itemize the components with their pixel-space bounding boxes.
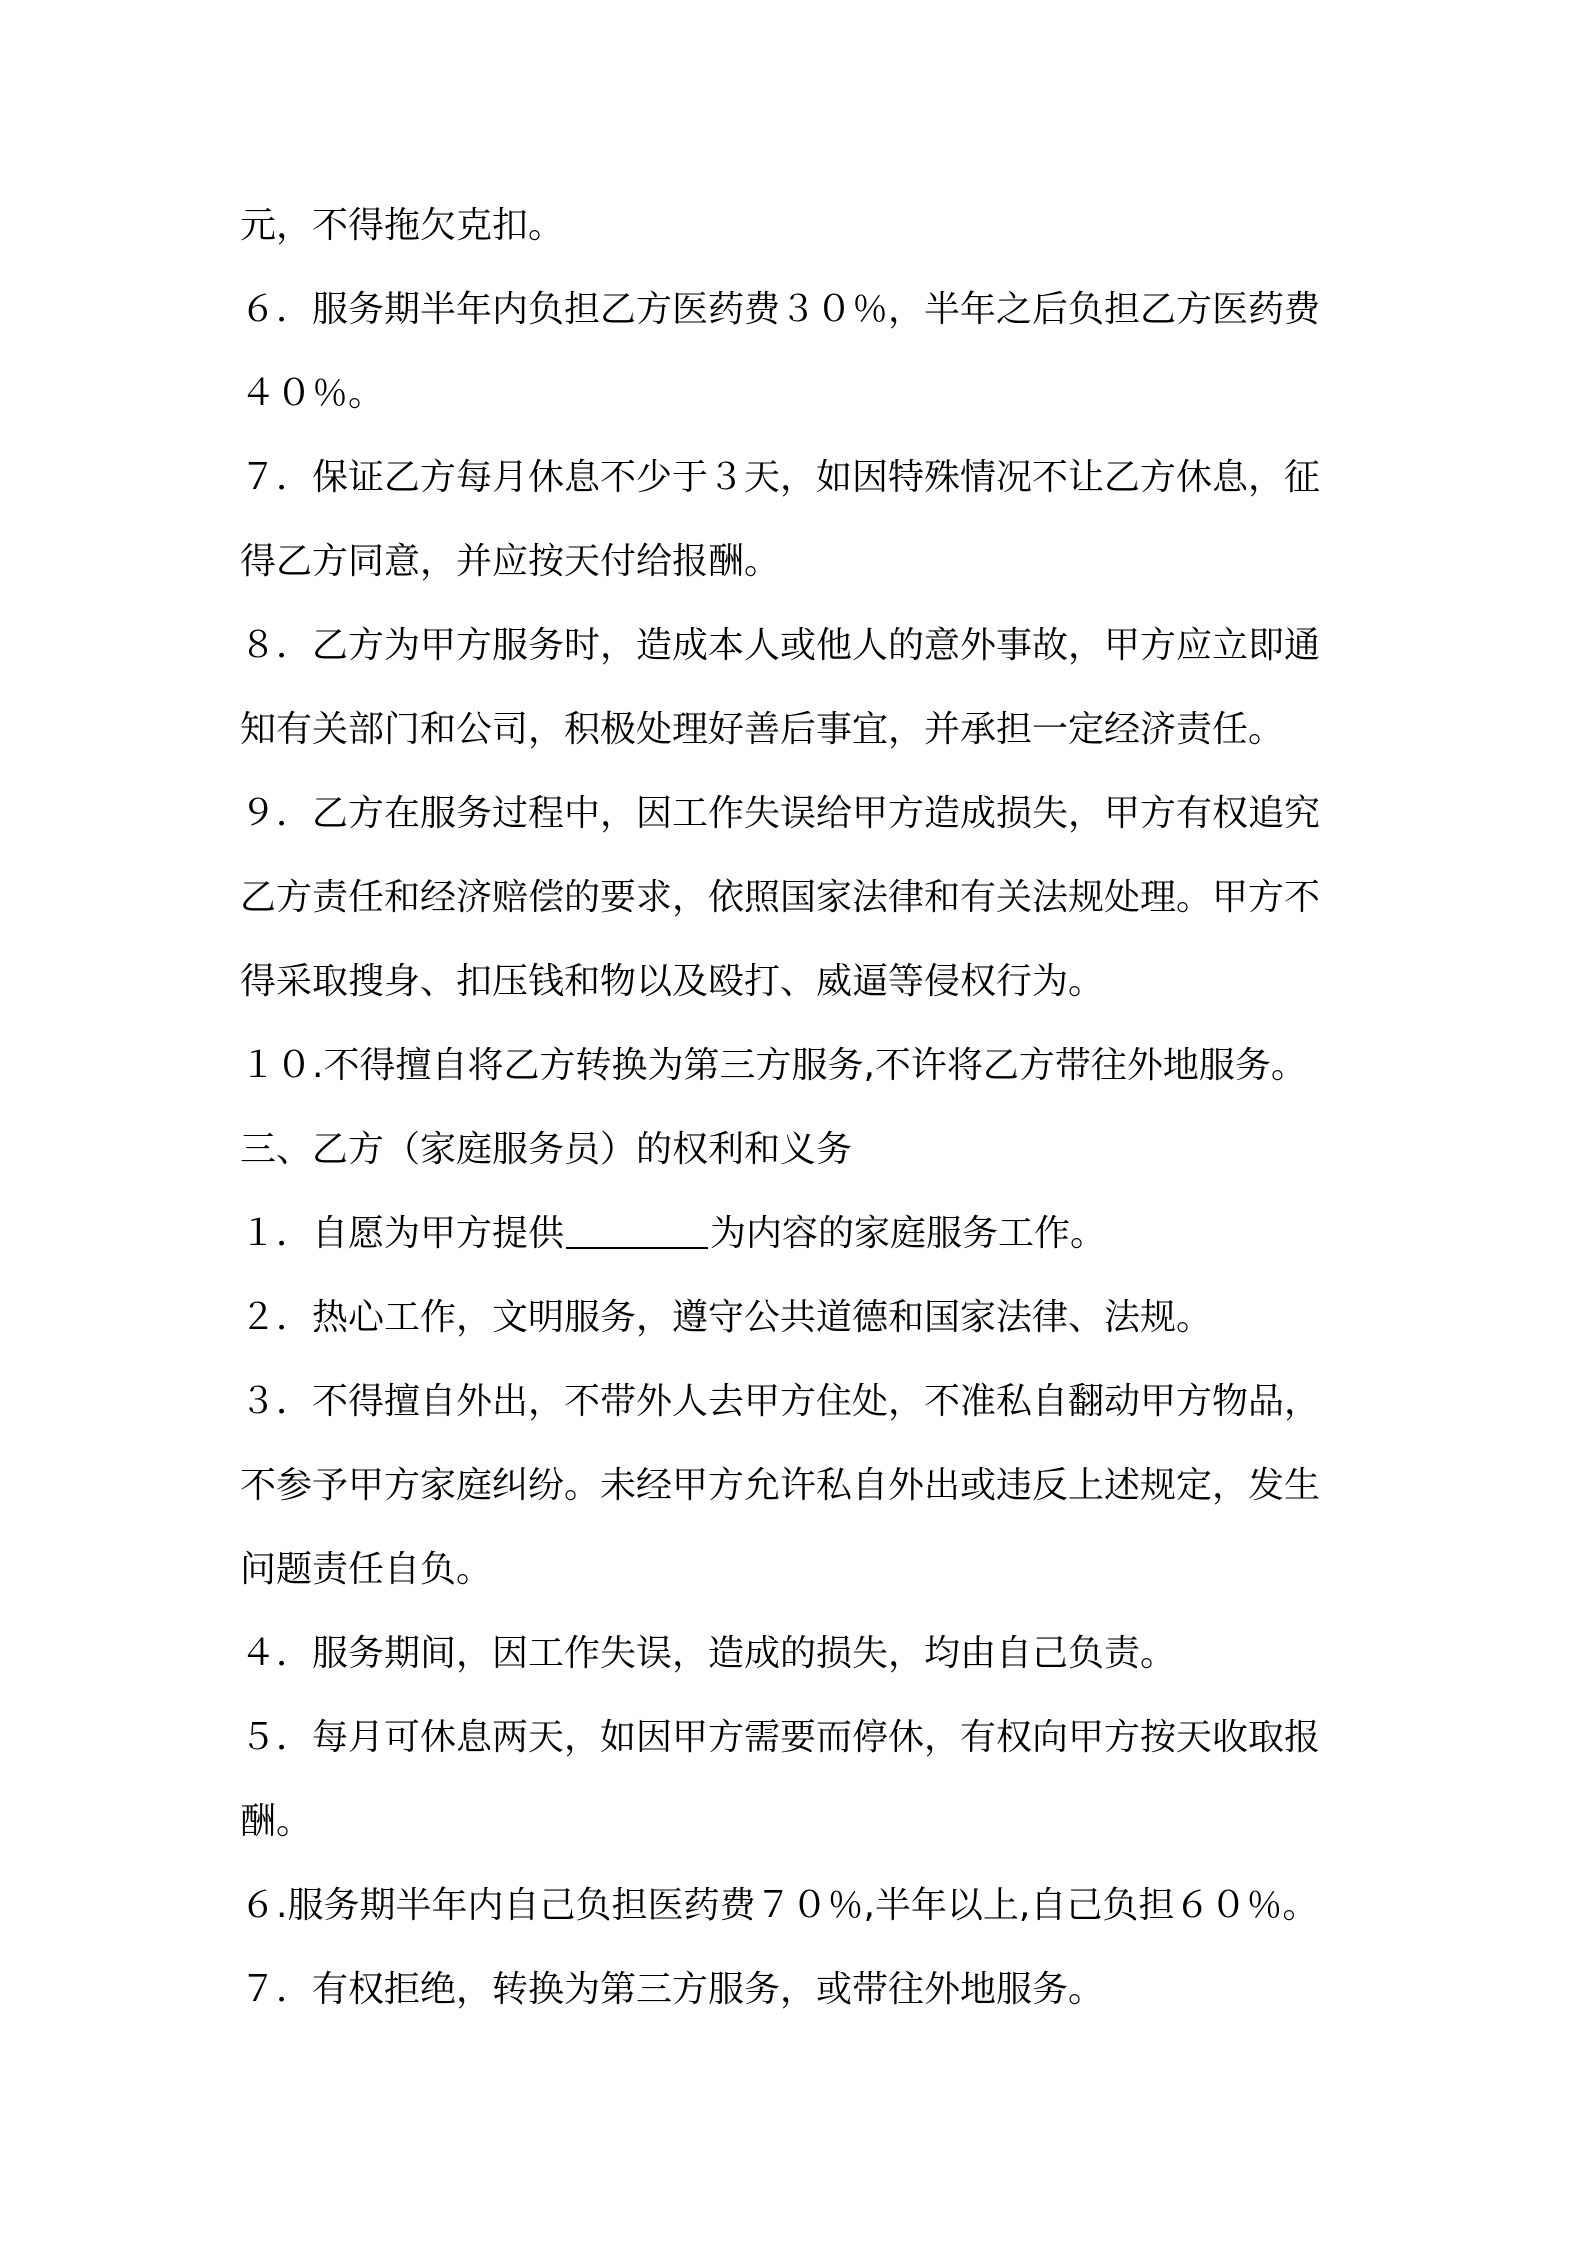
text-line: 得采取搜身、扣压钱和物以及殴打、威逼等侵权行为。 [240,961,1105,1002]
text-line-with-blank [240,1204,1360,1264]
text-line: ２．热心工作，文明服务，遵守公共道德和国家法律、法规。 [240,1297,1213,1338]
text-line: ９．乙方在服务过程中，因工作失误给甲方造成损失，甲方有权追究 [240,793,1321,834]
section-heading: 三、乙方（家庭服务员）的权利和义务 [240,1129,853,1170]
text-line: 酬。 [240,1801,313,1842]
text-line: ３．不得擅自外出，不带外人去甲方住处，不准私自翻动甲方物品， [240,1381,1321,1422]
text-line: １０.不得擅自将乙方转换为第三方服务,不许将乙方带往外地服务。 [240,1045,1307,1086]
text-line: 问题责任自负。 [240,1549,493,1590]
text-line: ６.服务期半年内自己负担医药费７０％,半年以上,自己负担６０％。 [240,1885,1319,1926]
text-line: ５．每月可休息两天，如因甲方需要而停休，有权向甲方按天收取报 [240,1717,1321,1758]
text-line: ６．服务期半年内负担乙方医药费３０％，半年之后负担乙方医药费 [240,289,1321,330]
text-line: 乙方责任和经济赔偿的要求，依照国家法律和有关法规处理。甲方不 [240,877,1321,918]
text-line: 元，不得拖欠克扣。 [240,205,565,246]
text-line: ４．服务期间，因工作失误，造成的损失，均由自己负责。 [240,1633,1177,1674]
text-segment: 为内容的家庭服务工作。 [710,1213,1107,1254]
text-line: 不参予甲方家庭纠纷。未经甲方允许私自外出或违反上述规定，发生 [240,1465,1321,1506]
text-line: ７．保证乙方每月休息不少于３天，如因特殊情况不让乙方休息，征 [240,457,1321,498]
text-line: ４０％。 [240,373,385,414]
text-line: ７．有权拒绝，转换为第三方服务，或带往外地服务。 [240,1969,1105,2010]
text-line: 得乙方同意，并应按天付给报酬。 [240,541,781,582]
text-line: 知有关部门和公司，积极处理好善后事宜，并承担一定经济责任。 [240,709,1285,750]
text-line: ８．乙方为甲方服务时，造成本人或他人的意外事故，甲方应立即通 [240,625,1321,666]
text-segment: １．自愿为甲方提供 [240,1213,565,1254]
fill-in-blank [566,1207,708,1249]
